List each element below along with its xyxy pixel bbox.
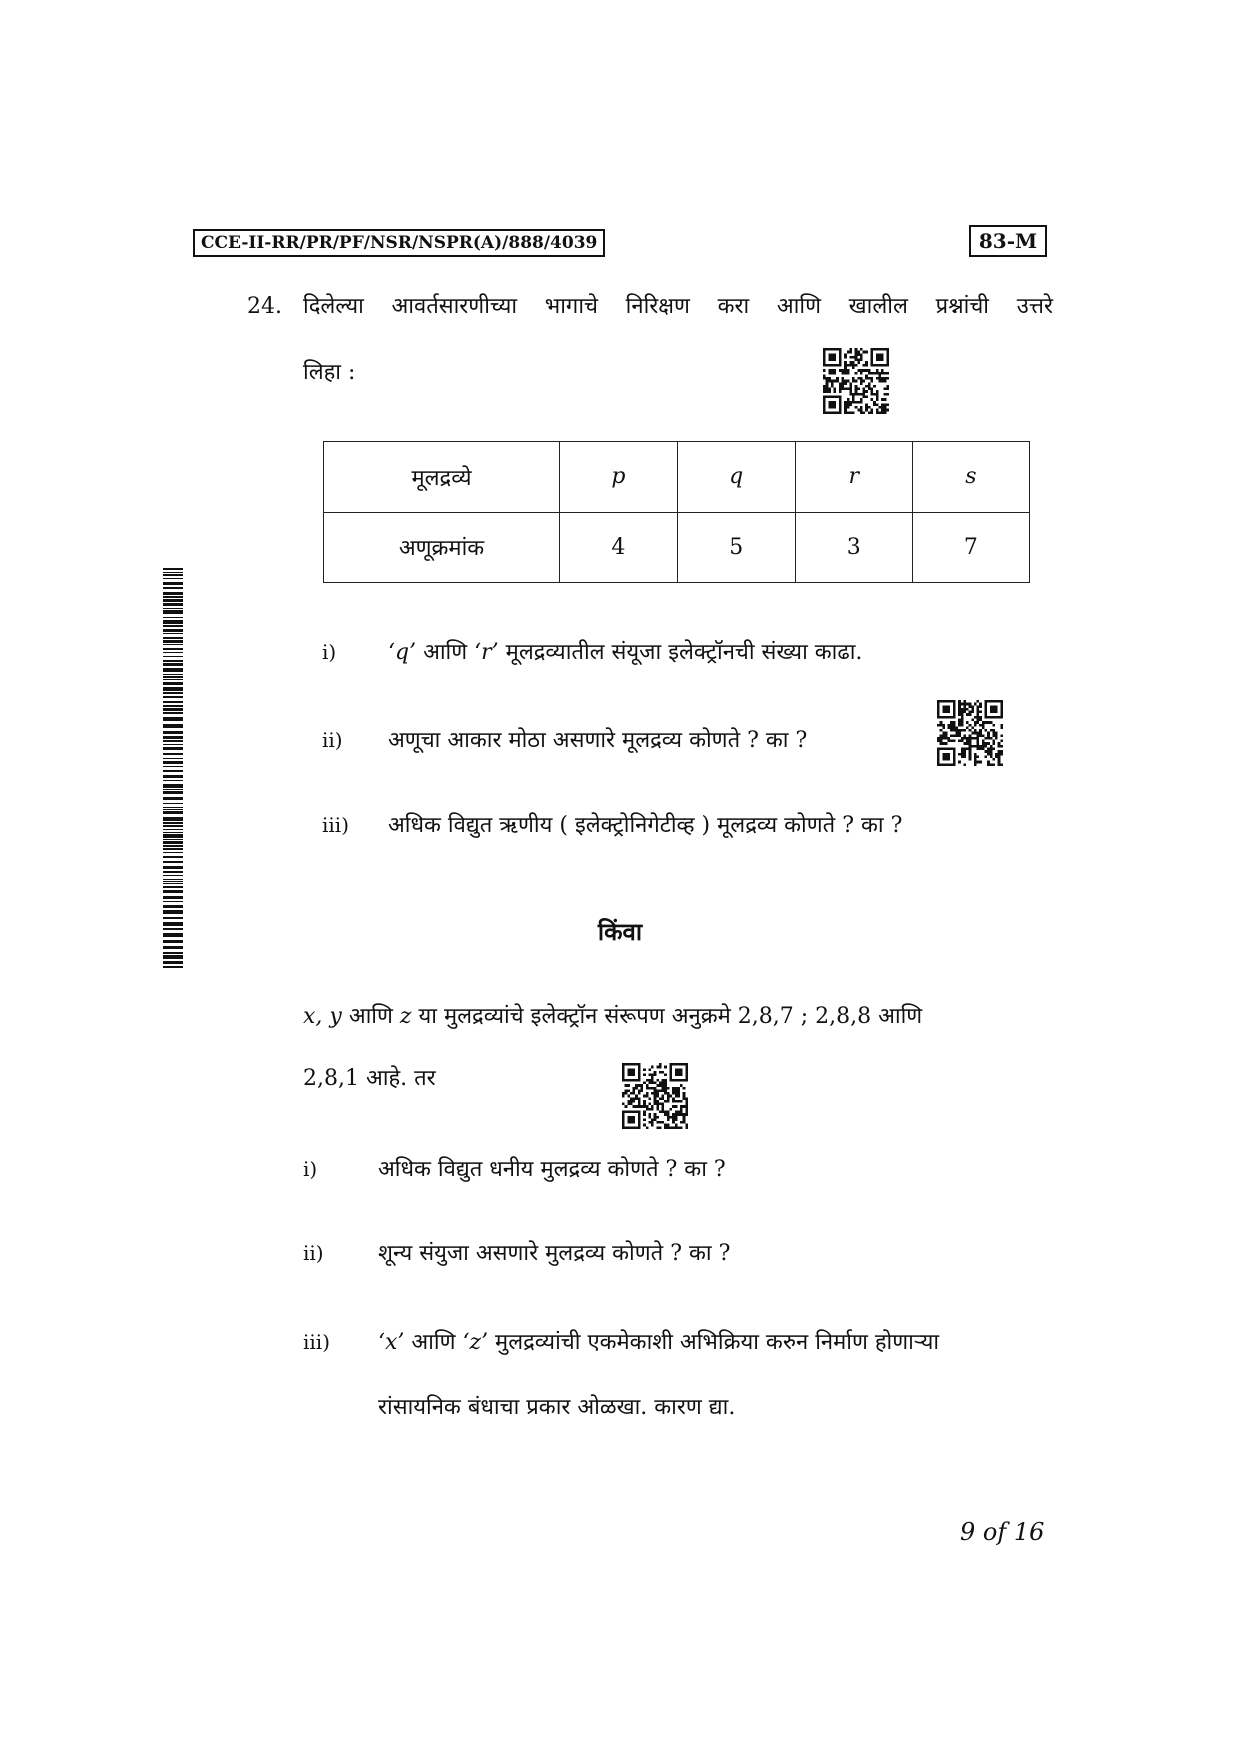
alternate-intro-line2: 2,8,1 आहे. तर [303,1066,436,1091]
table-header-cell: अणूक्रमांक [324,512,560,583]
element-label: ‘z’ [462,1330,489,1355]
page-number: 9 of 16 [960,1518,1045,1546]
subquestion-number: ii) [303,1241,324,1265]
question-intro-line2: लिहा : [303,360,356,385]
qr-code-image [937,700,1003,766]
paper-code: CCE-II-RR/PR/PF/NSR/NSPR(A)/888/4039 [193,229,605,257]
intro-word: दिलेल्या [303,294,364,319]
table-cell: 3 [795,512,912,583]
intro-word: करा [717,294,750,319]
qr-code-image [823,348,889,414]
table-cell: p [560,442,678,513]
alternate-intro: x, y आणि z या मुलद्रव्यांचे इलेक्ट्रॉन संरूपण अनुक्रमे 2,8,7 ; 2,8,8 आणि [303,1004,923,1029]
question-intro [303,290,1053,320]
intro-word: खालील [848,294,908,319]
subquestion-text: अणूचा आकार मोठा असणारे मूलद्रव्य कोणते ? का ? [388,728,808,753]
intro-word: प्रश्नांची [935,294,990,319]
subquestion-number: ii) [322,728,343,752]
subquestion-number: iii) [303,1330,330,1354]
barcode-image [163,568,183,968]
intro-word: भागाचे [544,294,598,319]
subquestion-text: अधिक विद्युत ऋणीय ( इलेक्ट्रोनिगेटीव्ह ) मूलद्रव्य कोणते ? का ? [388,813,903,838]
intro-word: उत्तरे [1016,294,1053,319]
table-header-cell: मूलद्रव्ये [324,442,560,513]
question-number: 24. [247,294,282,319]
subquestion-number: i) [322,640,337,664]
subquestion-text: ‘q’ आणि ‘r’ मूलद्रव्यातील संयूजा इलेक्ट्रॉनची संख्या काढा. [388,640,863,665]
table-cell: 4 [560,512,678,583]
table-row [324,512,1030,583]
intro-word: निरिक्षण [625,294,690,319]
intro-word: आवर्तसारणीच्या [391,294,518,319]
qr-code-image [622,1063,688,1129]
subquestion-text: ‘x’ आणि ‘z’ मुलद्रव्यांची एकमेकाशी अभिक्रिया करुन निर्माण होणाऱ्या [378,1330,940,1355]
subquestion-number: iii) [322,813,349,837]
subquestion-text-line2: रांसायनिक बंधाचा प्रकार ओळखा. कारण द्या. [378,1395,736,1420]
table-cell: 7 [912,512,1029,583]
intro-word: आणि [776,294,821,319]
subquestion-number: i) [303,1157,318,1181]
table-cell: s [912,442,1029,513]
table-row [324,442,1030,513]
table-cell: 5 [677,512,795,583]
paper-tag: 83-M [969,225,1047,257]
subquestion-text: शून्य संयुजा असणारे मुलद्रव्य कोणते ? का ? [378,1241,731,1266]
table-cell: r [795,442,912,513]
element-label: ‘r’ [474,640,499,665]
table-cell: q [677,442,795,513]
or-separator: किंवा [597,917,643,946]
element-label: ‘x’ [378,1330,405,1355]
element-label: ‘q’ [388,640,417,665]
subquestion-text: अधिक विद्युत धनीय मुलद्रव्य कोणते ? का ? [378,1157,726,1182]
element-table [323,441,1030,583]
